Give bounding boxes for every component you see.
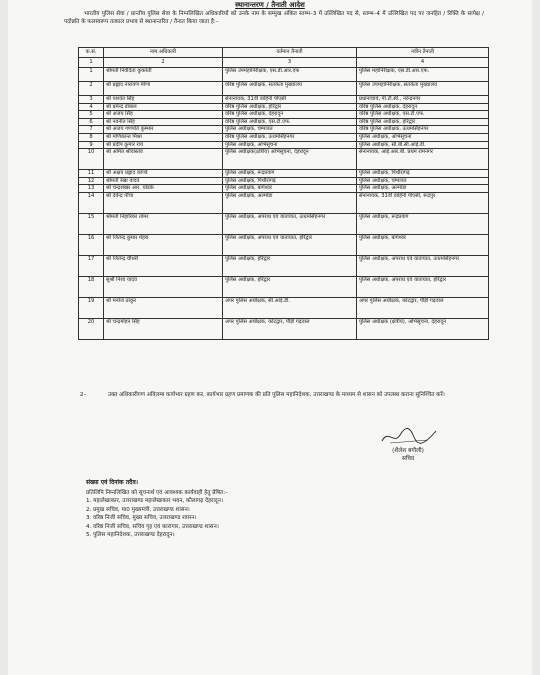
cell-new: पुलिस अधीक्षक, अभिसूचना — [357, 133, 489, 141]
cell-sno: 5 — [79, 111, 104, 119]
cell-name: श्री जितेन्द्र चौधरी — [104, 255, 223, 276]
col-number: 1 — [79, 58, 104, 68]
cell-sno: 4 — [79, 103, 104, 111]
cell-new: सेनानायक, 31वीं वाहिनी पीएसी, रूद्रपुर — [357, 192, 489, 213]
cell-current: वरिष्ठ पुलिस अधीक्षक, ऊधमसिंहनगर — [223, 133, 357, 141]
cell-new: पुलिस अधीक्षक, अपराध एवं यातायात, ऊधमसिंहनगर — [357, 255, 489, 276]
table-row — [79, 234, 489, 255]
table-row — [79, 141, 489, 149]
cell-current: पुलिस अधीक्षक, बागेश्वर — [223, 185, 357, 193]
cell-name: श्री जितेन्द्र कुमार मेहरा — [104, 234, 223, 255]
cell-name: श्री प्रह्लाद नारायण मीणा — [104, 82, 223, 96]
cell-new: सेनानायक, आई.आर.बी. प्रथम रामनगर — [357, 149, 489, 170]
header-row — [79, 48, 489, 58]
list-item: 4. वरिष्ठ निजी सचिव, सचिव गृह एवं कारागार, उत्तराखण्ड शासन। — [86, 523, 219, 530]
cell-current: पुलिस उपमहानिरीक्षक, एस.डी.आर.एफ — [223, 68, 357, 82]
table-row — [79, 213, 489, 234]
cell-current: अपर पुलिस अधीक्षक, कोटद्वार, पौड़ी गढ़वाल — [223, 318, 357, 339]
cell-name: श्री नवनीत सिंह — [104, 118, 223, 126]
signature-scribble — [380, 425, 438, 447]
cell-name: श्री अक्षय प्रह्लाद कोण्डे — [104, 170, 223, 178]
col-number: 2 — [104, 58, 223, 68]
cell-sno: 2 — [79, 82, 104, 96]
copy-to-intro: प्रतिलिपि निम्नलिखित को सूचनार्थ एवं आवश्यक कार्यवाही हेतु प्रेषित:– — [86, 490, 228, 496]
cell-new: वरिष्ठ पुलिस अधीक्षक, देहरादून — [357, 103, 489, 111]
cell-name: श्री अजय गणपति कुम्भार — [104, 126, 223, 134]
cell-new: पुलिस अधीक्षक, बागेश्वर — [357, 234, 489, 255]
cell-current: पुलिस अधीक्षक, अपराध एवं यातायात, ऊधमसिंहनगर — [223, 213, 357, 234]
table-row — [79, 149, 489, 170]
table-row — [79, 103, 489, 111]
cell-new: पुलिस महानिरीक्षक, एस.डी.आर.एफ. — [357, 68, 489, 82]
cell-sno: 9 — [79, 141, 104, 149]
table-row — [79, 170, 489, 178]
cell-new: पुलिस अधीक्षक, चम्पावत — [357, 177, 489, 185]
cell-current: पुलिस अधीक्षक, अभिसूचना — [223, 141, 357, 149]
cell-name: श्रीमती निहारिका तोमर — [104, 213, 223, 234]
cell-name: सुश्री निशा यादव — [104, 276, 223, 297]
cell-name: श्री अजय सिंह — [104, 111, 223, 119]
col-number: 4 — [357, 58, 489, 68]
postings-table — [78, 47, 489, 340]
cell-current: वरिष्ठ पुलिस अधीक्षक, देहरादून — [223, 111, 357, 119]
cell-sno: 8 — [79, 133, 104, 141]
col-number: 3 — [223, 58, 357, 68]
cell-sno: 13 — [79, 185, 104, 193]
cell-name: श्री चन्द्रमोहन सिंह — [104, 318, 223, 339]
cell-new: वरिष्ठ पुलिस अधीक्षक, हरिद्वार — [357, 118, 489, 126]
cell-sno: 1 — [79, 68, 104, 82]
table-row — [79, 68, 489, 82]
cell-sno: 3 — [79, 96, 104, 104]
cell-current: वरिष्ठ पुलिस अधीक्षक, सतर्कता मुख्यालय — [223, 82, 357, 96]
cell-name: श्री प्रदीप कुमार राय — [104, 141, 223, 149]
table-row — [79, 111, 489, 119]
cell-sno: 15 — [79, 213, 104, 234]
cell-sno: 7 — [79, 126, 104, 134]
cell-sno: 16 — [79, 234, 104, 255]
cell-current: पुलिस अधीक्षक, हरिद्वार — [223, 276, 357, 297]
cell-current: अपर पुलिस अधीक्षक, सी.आई.डी. — [223, 297, 357, 318]
list-item: 3. वरिष्ठ निजी सचिव, मुख्य सचिव, उत्तराखण्ड शासन। — [86, 515, 197, 522]
cell-new: अपर पुलिस अधीक्षक, कोटद्वार, पौड़ी गढ़वाल — [357, 297, 489, 318]
cell-name: श्रीमती रेखा यादव — [104, 177, 223, 185]
col-header-sno: क.सं. — [79, 48, 104, 58]
table-row — [79, 126, 489, 134]
cell-current: पुलिस अधीक्षक, रूद्रप्रयाग — [223, 170, 357, 178]
cell-name: श्री मनोज ठाकुर — [104, 297, 223, 318]
reference-line: संख्या एवं दिनांक तदैव। — [86, 479, 138, 486]
cell-current: वरिष्ठ पुलिस अधीक्षक, हरिद्वार — [223, 103, 357, 111]
cell-current: वरिष्ठ पुलिस अधीक्षक, एस.टी.एफ. — [223, 118, 357, 126]
cell-new: पुलिस उपमहानिरीक्षक, सतर्कता मुख्यालय — [357, 82, 489, 96]
cell-sno: 6 — [79, 118, 104, 126]
cell-new: पुलिस अधीक्षक, रूद्रप्रयाग — [357, 213, 489, 234]
signature-block — [368, 447, 448, 463]
signatory-designation: सचिव — [401, 456, 415, 462]
cell-name: श्री मणिकान्त मिश्रा — [104, 133, 223, 141]
cell-name: श्री चन्द्रशेखर आर. घोडके — [104, 185, 223, 193]
recipient-list — [86, 497, 223, 540]
paragraph-text: उक्त अधिकारीगण अविलम्ब कार्यभार ग्रहण कर, कार्यभार ग्रहण प्रमाणक की प्रति पुलिस महानिदेशक, उत्तराखण्ड के माध्यम से शासन को उपलब्ध कराना सुनिश्चित करें। — [108, 392, 445, 398]
cell-new: वरिष्ठ पुलिस अधीक्षक, ऊधमसिंहनगर — [357, 126, 489, 134]
cell-sno: 14 — [79, 192, 104, 213]
signatory-name: (शैलेश बगौली) — [392, 448, 424, 454]
table-row — [79, 96, 489, 104]
cell-sno: 10 — [79, 149, 104, 170]
cell-new: पुलिस अधीक्षक, पिथौरागढ़ — [357, 170, 489, 178]
table-row — [79, 276, 489, 297]
cell-new: पुलिस अधीक्षक, अल्मोडा — [357, 185, 489, 193]
table-row — [79, 297, 489, 318]
col-header-new: नवीन तैनाती — [357, 48, 489, 58]
cell-name: श्री यशवंत सिंह — [104, 96, 223, 104]
cell-new: पुलिस अधीक्षक (क्षेत्रीय), अभिसूचना, देहरादून — [357, 318, 489, 339]
cell-sno: 19 — [79, 297, 104, 318]
cell-new: पुलिस अधीक्षक, अपराध एवं यातायात, हरिद्वार — [357, 276, 489, 297]
document-page — [8, 0, 532, 675]
table-row — [79, 82, 489, 96]
cell-new: प्रधानाचार्य, पी.टी.सी., नरेन्द्रनगर — [357, 96, 489, 104]
list-item: 2. प्रमुख सचिव, मा0 मुख्यमंत्री, उत्तराखण्ड शासन। — [86, 506, 190, 513]
cell-new: वरिष्ठ पुलिस अधीक्षक, एस.टी.एफ. — [357, 111, 489, 119]
list-item: 1. महालेखाकार, उत्तराखण्ड महालेखाकार भवन, कौलागढ़ देहरादून। — [86, 498, 223, 504]
col-header-name: नाम अधिकारी — [104, 48, 223, 58]
cell-sno: 12 — [79, 177, 104, 185]
instruction-paragraph — [80, 391, 494, 399]
cell-name: श्री अमित श्रीवास्तव — [104, 149, 223, 170]
cell-sno: 11 — [79, 170, 104, 178]
table-row — [79, 192, 489, 213]
paragraph-number: 2– — [80, 392, 87, 398]
cell-sno: 17 — [79, 255, 104, 276]
cell-current: पुलिस अधीक्षक, पिथौरागढ़ — [223, 177, 357, 185]
table-row — [79, 255, 489, 276]
cell-name: श्री देवेन्द्र पींचा — [104, 192, 223, 213]
cell-current: पुलिस अधीक्षक, हरिद्वार — [223, 255, 357, 276]
cell-current: पुलिस अधीक्षक, चम्पावत — [223, 126, 357, 134]
cell-sno: 18 — [79, 276, 104, 297]
cell-current: पुलिस अधीक्षक, अल्मोडा — [223, 192, 357, 213]
table-row — [79, 133, 489, 141]
cell-name: श्री प्रमेन्द्र डोबाल — [104, 103, 223, 111]
table-row — [79, 118, 489, 126]
order-intro: भारतीय पुलिस सेवा / प्रान्तीय पुलिस सेवा के निम्नलिखित अधिकारियों को उनके नाम के सम्मुख अंकित स्तम्भ–3 में उल्लिखित पद से, स्तम्भ–4 में उल्लिखित पद पर जनहित / रिक्ति के सापेक्ष / पदोन्नति के फलस्वरूप तत्काल प्रभाव से स्थानान्तरित / तैनात किया जाता है:– — [64, 11, 484, 25]
table-row — [79, 177, 489, 185]
column-number-row — [79, 58, 489, 68]
cell-new: पुलिस अधीक्षक, सी.बी.सी.आई.डी. — [357, 141, 489, 149]
cell-sno: 20 — [79, 318, 104, 339]
table-row — [79, 185, 489, 193]
table-row — [79, 318, 489, 339]
cell-name: श्रीमती निवेदिता कुकरेती — [104, 68, 223, 82]
cell-current: सेनानायक, 31वीं वाहिनी पीएसी — [223, 96, 357, 104]
order-heading: स्थानान्तरण / तैनाती आदेश — [235, 1, 305, 9]
list-item: 5. पुलिस महानिदेशक, उत्तराखण्ड देहरादून। — [86, 532, 175, 539]
cell-current: पुलिस अधीक्षक, अपराध एवं यातायात, हरिद्वार — [223, 234, 357, 255]
col-header-current: वर्तमान तैनाती — [223, 48, 357, 58]
cell-current: पुलिस अधीक्षक(क्षेत्रीय) अभिसूचना, देहरादून — [223, 149, 357, 170]
